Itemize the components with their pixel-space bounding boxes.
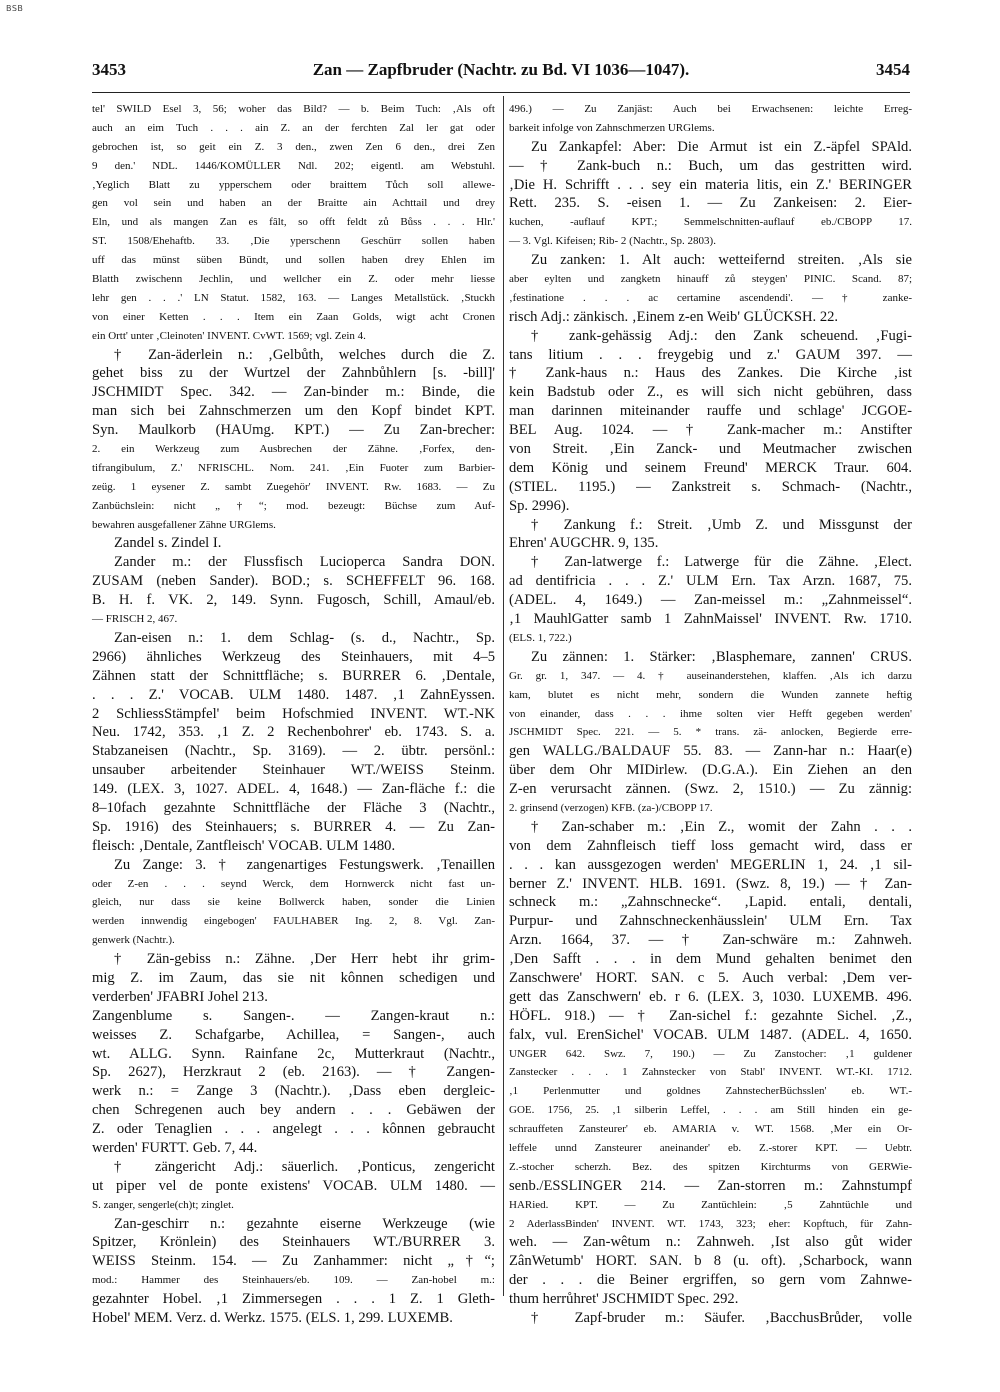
text-line: BEL Aug. 1024. — † Zank-macher m.: Anstifter bbox=[509, 422, 912, 439]
text-line: ‚1 Perlenmutter und goldnes ZahnstecherBüchsslen' eb. WT.- bbox=[509, 1085, 912, 1098]
text-line: Stabzaneisen (Nachtr., Sp. 3169). — 2. übtr. persönl.: bbox=[92, 743, 495, 760]
text-line: Zanstecker . . . 1 Zahnstecker von Stabl' INVENT. WT.-KI. 1712. bbox=[509, 1066, 912, 1079]
text-line: ZânWetumb' HORT. SAN. b 8 (u. oft). ‚Scharbock, wann bbox=[509, 1253, 912, 1270]
text-line: JSCHMIDT Spec. 221. — 5. * trans. zä- anlocken, Begierde erre- bbox=[509, 726, 912, 739]
text-line: ‚festinatione . . . ac certamine ascendendi'. — † zanke- bbox=[509, 291, 912, 304]
text-line: von einer Ketten . . . Item ein Zaan Golds, wigt acht Cronen bbox=[92, 310, 495, 323]
text-line: ‚Yeglich Blatt zu ypperschem oder braittem Tůch soll allewe- bbox=[92, 178, 495, 191]
text-line: Zu Zange: 3. † zangenartiges Festungswerk. ‚Tenaillen bbox=[114, 856, 495, 873]
text-line: Ehren' AUGCHR. 9, 135. bbox=[509, 535, 659, 552]
text-line: ad dentifricia . . . Z.' ULM Ern. Tax Arzn. 1687, 75. bbox=[509, 573, 912, 590]
text-line: Syn. Maulkorb (HAUmg. KPT.) — Zu Zan-brecher: bbox=[92, 422, 495, 439]
text-line: auch an eim Tuch . . . ain Z. an der ferchten Zal ler gat oder bbox=[92, 121, 495, 134]
text-line: gehet biss zu der Wurtzel der Zahnbůhlern [s. -bill]' bbox=[92, 365, 495, 382]
text-line: Zander m.: der Flussfisch Lucioperca Sandra DON. bbox=[114, 554, 495, 571]
text-line: ST. 1508/Ehehaftb. 33. ‚Die yperschenn Geschürr sollen haben bbox=[92, 235, 495, 248]
text-line: 2. grinsend (verzogen) KFB. (za-)/CBOPP 17. bbox=[509, 801, 713, 814]
text-line: falx, vul. ErenSichel' VOCAB. ULM 1487. (ADEL. 4, 1650. bbox=[509, 1026, 912, 1043]
text-line: ‚Die H. Schrifft . . . sey ein materia litis, ein Z.' BERINGER bbox=[509, 176, 912, 193]
text-line: tans litium . . . freygebig und z.' GAUM 397. — bbox=[509, 346, 912, 363]
text-line: ein Ortt' unter ‚Cleinoten' INVENT. CvWT. 1569; vgl. Zein 4. bbox=[92, 329, 366, 342]
text-line: † Zankung f.: Streit. ‚Umb Z. und Missgunst der bbox=[531, 516, 912, 533]
text-line: HARied. KPT. — Zu Zantüchlein: ‚5 Zahntüchle und bbox=[509, 1198, 912, 1211]
text-line: Neu. 1742, 353. ‚1 Z. 2 Rechenbohrer' eb. 1743. S. a. bbox=[92, 724, 495, 741]
text-line: gezahnter Hobel. ‚1 Zimmersegen . . . 1 Z. 1 Gleth- bbox=[92, 1291, 495, 1308]
text-line: leffele unnd Zansteurer aneinander' eb. Z.-storer KPT. — Uebtr. bbox=[509, 1141, 912, 1154]
text-line: (STIEL. 1195.) — Zankstreit s. Schmach- (Nachtr., bbox=[509, 478, 912, 495]
text-line: schneck m.: „Zahnschnecke“. ‚Lapid. entali, dentali, bbox=[509, 894, 912, 911]
text-line: (ELS. 1, 722.) bbox=[509, 631, 572, 644]
text-line: † Zapf-bruder m.: Säufer. ‚BacchusBrůder, volle bbox=[531, 1310, 912, 1326]
text-line: über dem Ohr MIDirlew. (D.G.A.). Ein Ziehen an den bbox=[509, 762, 912, 779]
text-line: Sp. 2627), Herzkraut 2 (eb. 2163). — † Zangen- bbox=[92, 1064, 495, 1081]
text-line: werden innwendig eingebogen' FAULHABER Ing. 2, 8. Vgl. Zan- bbox=[92, 915, 495, 928]
text-line: 2 SchliessStämpfel' beim Hofschmied INVENT. WT.-NK bbox=[92, 705, 495, 722]
text-line: Zanbüchslein: nicht „†“; mod. bezeugt: Büchse zum Auf- bbox=[92, 499, 495, 512]
text-line: † Zan-latwerge f.: Latwerge für die Zähne. ‚Elect. bbox=[531, 554, 912, 571]
right-column bbox=[509, 100, 912, 1326]
text-line: kuchen, -auflauf KPT.; Semmelschnitten-auflauf eb./CBOPP 17. bbox=[509, 216, 912, 229]
text-line: tifrangibulum, Z.' NFRISCHL. Nom. 241. ‚Ein Fuoter zum Barbier- bbox=[92, 461, 495, 474]
text-line: genwerk (Nachtr.). bbox=[92, 934, 175, 947]
text-line: zeüg. 1 eysener Z. sambt Zuegehör' INVENT. Rw. 1683. — Zu bbox=[92, 480, 495, 493]
text-line: 2966) ähnliches Werkzeug des Steinhauers, mit 4–5 bbox=[92, 648, 495, 665]
text-line: 496.) — Zu Zanjäst: Auch bei Erwachsenen: leichte Erreg- bbox=[509, 103, 912, 115]
text-line: risch Adj.: zänkisch. ‚Einem z-en Weib' GLÜCKSH. 22. bbox=[509, 308, 839, 325]
text-line: Hobel' MEM. Verz. d. Werkz. 1575. (ELS. 1, 299. LUXEMB. bbox=[92, 1310, 453, 1326]
header-rule bbox=[92, 92, 910, 93]
text-line: JSCHMIDT Spec. 342. — Zan-binder m.: Binde, die bbox=[92, 384, 495, 401]
text-line: WEISS Steinm. 154. — Zu Zanhammer: nicht „†“; bbox=[92, 1253, 495, 1270]
text-line: mig Z. im Zaum, das sie nit kônnen schedigen und bbox=[92, 969, 495, 986]
text-line: ‚1 MauhlGatter samb 1 ZahnMaissel' INVENT. Rw. 1710. bbox=[509, 611, 912, 628]
text-line: — 3. Vgl. Kifeisen; Rib- 2 (Nachtr., Sp. 2803). bbox=[509, 235, 716, 248]
text-line: Zähnen statt der Schnittfläche; s. BURRER 6. ‚Dentale, bbox=[92, 667, 495, 684]
text-line: 8–10fach gezahnte Schnittfläche der Fläche 3 (Nachtr., bbox=[92, 799, 495, 816]
text-line: Eln, und als mangen Zan es fâlt, so offt feldt zů Bůss . . . Hlr.' bbox=[92, 216, 495, 229]
text-line: 2. ein Werkzeug zum Ausbrechen der Zähne. ‚Forfex, den- bbox=[92, 443, 495, 456]
text-line: . . . kan aussgezogen werden' MEGERLIN 1, 24. ‚1 sil- bbox=[509, 856, 912, 873]
text-line: Zan-eisen n.: 1. dem Schlag- (s. d., Nachtr., Sp. bbox=[114, 629, 495, 646]
text-line: barkeit infolge von Zahnschmerzen URGlems. bbox=[509, 121, 715, 134]
text-line: — FRISCH 2, 467. bbox=[92, 613, 178, 626]
text-line: von Streit. ‚Ein Zanck- und Meutmacher zwischen bbox=[509, 441, 912, 458]
text-line: UNGER 642. Swz. 7, 190.) — Zu Zanstocher: ‚1 guldener bbox=[509, 1047, 912, 1060]
text-line: Spitzer, Krönlein) des Steinhauers WT./BURRER 3. bbox=[92, 1234, 495, 1251]
text-line: gett das Zanschwern' eb. r 6. (LEX. 3, 1030. LUXEMB. 496. bbox=[509, 988, 912, 1005]
text-line: thum herrůhret' JSCHMIDT Spec. 292. bbox=[509, 1291, 739, 1308]
text-line: bewahren ausgefallener Zähne URGlems. bbox=[92, 518, 276, 531]
library-stamp: BSB bbox=[6, 4, 24, 13]
text-line: man sich bei Zahnschmerzen um den Kopf bindet KPT. bbox=[92, 403, 495, 420]
text-line: † zängericht Adj.: säuerlich. ‚Ponticus, zengericht bbox=[114, 1158, 495, 1175]
text-line: verderben' JFABRI Johel 213. bbox=[92, 988, 268, 1005]
page-header bbox=[92, 60, 910, 84]
text-line: oder Z-en . . . seynd Werck, dem Hornwerck nicht fast un- bbox=[92, 877, 495, 890]
text-line: 9 den.' NDL. 1446/KOMÜLLER Ndl. 202; eigentl. am Webstuhl. bbox=[92, 159, 495, 172]
text-line: Zanschwere' HORT. SAN. c 5. Auch verbal: ‚Dem ver- bbox=[509, 969, 912, 986]
page-number-left: 3453 bbox=[92, 60, 126, 79]
text-line: kam, blutet es nicht mehr, sondern die Wunden zannete heftig bbox=[509, 688, 912, 701]
text-line: Zandel s. Zindel I. bbox=[114, 535, 222, 552]
text-line: — † Zank-buch n.: Buch, um das gestritten wird. bbox=[509, 157, 912, 174]
text-line: Zangenblume s. Sangen-. — Zangen-kraut n.: bbox=[92, 1007, 495, 1024]
text-line: † Zan-äderlein n.: ‚Gelbůth, welches durch die Z. bbox=[114, 346, 495, 363]
text-line: Z-en verursacht zännen. (Swz. 2, 1510.) — Zu zännig: bbox=[509, 781, 912, 798]
text-line: Zu zanken: 1. Alt auch: wetteifernd streiten. ‚Als sie bbox=[531, 252, 912, 269]
text-line: † Zan-schaber m.: ‚Ein Z., womit der Zahn . . . bbox=[531, 818, 912, 835]
left-column bbox=[92, 100, 495, 1326]
text-line: gleich, nur dass sie keine Bollwerck haben, sonder die Linien bbox=[92, 896, 495, 909]
page-number-right: 3454 bbox=[876, 60, 910, 79]
text-line: . . . Z.' VOCAB. ULM 1480. 1487. ‚1 ZahnEyssen. bbox=[92, 686, 495, 703]
text-line: dem König und seinem Freund' MERCK Traur. 604. bbox=[509, 459, 912, 476]
text-line: mod.: Hammer des Steinhauers/eb. 109. — Zan-hobel m.: bbox=[92, 1274, 495, 1287]
text-line: kein Badstub oder Z., es will sich nicht gebühren, dass bbox=[509, 384, 912, 401]
text-line: S. zanger, sengerle(ch)t; zinglet. bbox=[92, 1198, 234, 1211]
text-line: Sp. 1916) des Steinhauers; s. BURRER 4. — Zu Zan- bbox=[92, 818, 495, 835]
text-line: gen vol sein und haben an der Braitte ain Achttail und drey bbox=[92, 197, 495, 210]
text-line: Zan-geschirr n.: gezahnte eiserne Werkzeuge (wie bbox=[114, 1215, 495, 1232]
text-line: Rett. 235. S. -eisen 1. — Zu Zankeisen: 2. Eier- bbox=[509, 195, 912, 212]
text-line: † zank-gehässig Adj.: den Zank scheuend. ‚Fugi- bbox=[531, 327, 912, 344]
text-line: Sp. 2996). bbox=[509, 497, 570, 514]
text-line: Arzn. 1664, 37. — † Zan-schwäre m.: Zahnweh. bbox=[509, 932, 912, 949]
text-line: unsauber arbeitender Steinhauer WT./WEISS Steinm. bbox=[92, 762, 495, 779]
text-line: HÖFL. 918.) — † Zan-sichel f.: gezahnte Sichel. ‚Z., bbox=[509, 1007, 912, 1024]
text-line: 2 AderlassBinden' INVENT. WT. 1743, 323; eher: Kopftuch, für Zahn- bbox=[509, 1217, 912, 1230]
text-line: von dem Zahnfleisch tieff loss gemacht wird, dass er bbox=[509, 837, 912, 854]
text-line: fleisch: ‚Dentale, Zantfleisch' VOCAB. ULM 1480. bbox=[92, 837, 396, 854]
text-line: Zu Zankapfel: Aber: Die Armut ist ein Z.-äpfel SPAld. bbox=[531, 138, 912, 155]
text-line: aber eylten und zangketn hinauff zů steygen' PINIC. Scand. 87; bbox=[509, 273, 912, 286]
text-line: werk n.: = Zange 3 (Nachtr.). ‚Dass eben dergleic- bbox=[92, 1083, 495, 1100]
text-line: tel' SWILD Esel 3, 56; woher das Bild? — b. Beim Tuch: ‚Als oft bbox=[92, 103, 495, 115]
text-line: † Zank-haus n.: Haus des Zankes. Die Kirche ‚ist bbox=[509, 365, 912, 382]
text-line: ut piper vel de ponte existens' VOCAB. ULM 1480. — bbox=[92, 1177, 495, 1194]
text-line: ZUSAM (neben Sander). BOD.; s. SCHEFFELT 96. 168. bbox=[92, 573, 495, 590]
text-line: Zu zännen: 1. Stärker: ‚Blasphemare, zannen' CRUS. bbox=[531, 648, 912, 665]
text-line: ‚Den Safft . . . in dem Mund gehalten benimet den bbox=[509, 951, 912, 968]
text-line: uff das münst süben Bündt, und sollen haben drey Ehlen im bbox=[92, 254, 495, 267]
text-line: Gr. gr. 1, 347. — 4. † auseinanderstehen, klaffen. ‚Als ich darzu bbox=[509, 669, 912, 682]
text-line: Z.-stocher scherzh. Bez. des spitzen Kirchturms von GERWie- bbox=[509, 1160, 912, 1173]
text-line: senb./ESSLINGER 214. — Zan-storren m.: Zahnstumpf bbox=[509, 1177, 912, 1194]
text-line: man darinnen miteinander rauffe und schlage' JCGOE- bbox=[509, 403, 912, 420]
column-separator bbox=[503, 96, 504, 1296]
page-title: Zan — Zapfbruder (Nachtr. zu Bd. VI 1036—1047). bbox=[312, 60, 690, 79]
text-line: lehr gen . . .' LN Statut. 1582, 163. — Langes Metallstück. ‚Stuckh bbox=[92, 291, 495, 304]
text-line: 149. (LEX. 3, 1027. ADEL. 4, 1648.) — Zan-fläche f.: die bbox=[92, 781, 495, 798]
text-line: von einander, dass . . . ihme solten vier Hefft gegeben werden' bbox=[509, 707, 912, 720]
text-line: gen WALLG./BALDAUF 55. 83. — Zann-har n.: Haar(e) bbox=[509, 743, 912, 760]
text-line: der . . . die Beiner ergriffen, so gern vom Zahnwe- bbox=[509, 1272, 912, 1289]
text-line: werden' FURTT. Geb. 7, 44. bbox=[92, 1139, 258, 1156]
text-line: Blatth zwischenn Jechlin, und wellcher ein Z. oder mehr liesse bbox=[92, 273, 495, 286]
text-line: B. H. f. VK. 2, 149. Synn. Fugosch, Schill, Amaul/eb. bbox=[92, 592, 495, 609]
text-line: † Zän-gebiss n.: Zähne. ‚Der Herr hebt ihr grim- bbox=[114, 951, 495, 968]
text-line: GOE. 1756, 25. ‚1 silberin Leffel, . . . am Still hinden ein ge- bbox=[509, 1104, 912, 1117]
text-line: schrauffeten Zansteurer' eb. AMARIA v. WT. 1568. ‚Mer ein Or- bbox=[509, 1123, 912, 1136]
text-line: chen Schregenen auch bey andern . . . Gebäwen der bbox=[92, 1102, 495, 1119]
text-line: weisses Z. Schafgarbe, Achillea, = Sangen-, auch bbox=[92, 1026, 495, 1043]
text-line: Z. oder Tenaglien . . . angelegt . . . kônnen gebraucht bbox=[92, 1121, 495, 1138]
text-line: Purpur- und Zahnschneckenhäusslein' ULM Ern. Tax bbox=[509, 913, 912, 930]
text-line: wt. ALLG. Synn. Rainfane 2c, Mutterkraut (Nachtr., bbox=[92, 1045, 495, 1062]
text-line: (ADEL. 4, 1649.) — Zan-meissel m.: „Zahnmeissel“. bbox=[509, 592, 912, 609]
text-line: berner Z.' INVENT. HLB. 1691. (Swz. 8, 19.) — † Zan- bbox=[509, 875, 912, 892]
text-line: weh. — Zan-wêtum n.: Zahnweh. ‚Ist also gůt wider bbox=[509, 1234, 912, 1251]
text-line: gebrochen ist, so geit ein Z. 3 den., zwen Zen 6 den., drei Zen bbox=[92, 140, 495, 153]
